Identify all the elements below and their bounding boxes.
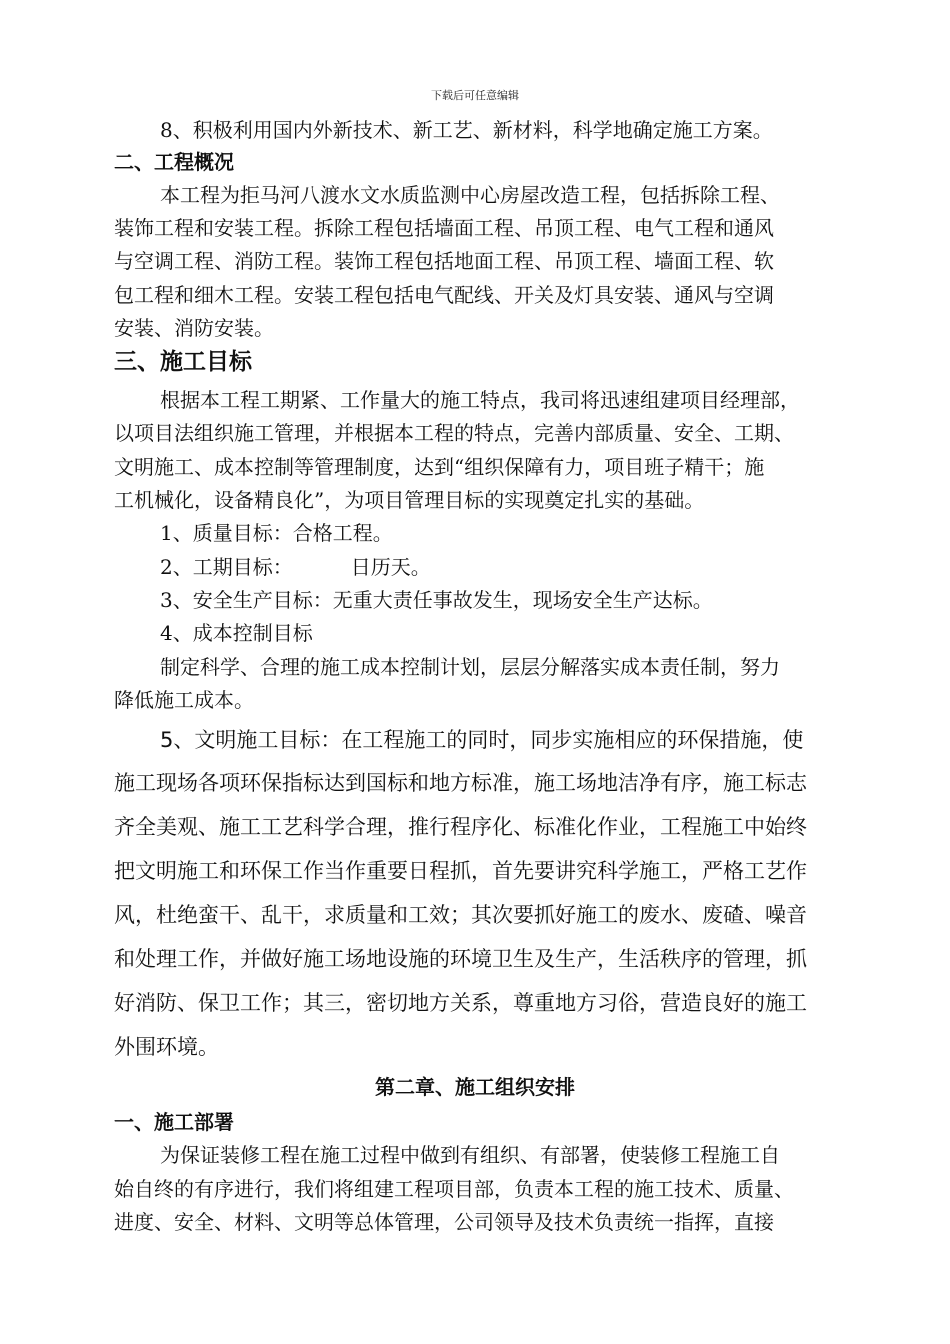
- section-3-line: 工机械化，设备精良化”，为项目管理目标的实现奠定扎实的基础。: [114, 488, 705, 512]
- goal-5-line: 齐全美观、施工工艺科学合理，推行程序化、标准化作业，工程施工中始终: [114, 815, 807, 839]
- goal-5-line: 5、文明施工目标：在工程施工的同时，同步实施相应的环保措施，使: [160, 728, 804, 752]
- page-header: 下载后可任意编辑: [431, 89, 519, 102]
- goal-5-line: 好消防、保卫工作；其三，密切地方关系，尊重地方习俗，营造良好的施工: [114, 991, 807, 1015]
- goal-5-line: 风，杜绝蛮干、乱干，求质量和工效；其次要抓好施工的废水、废碴、噪音: [114, 903, 807, 927]
- section-2-line: 与空调工程、消防工程。装饰工程包括地面工程、吊顶工程、墙面工程、软: [114, 249, 774, 273]
- deploy-line: 进度、安全、材料、文明等总体管理，公司领导及技术负责统一指挥，直接: [114, 1210, 774, 1234]
- section-2-line: 本工程为拒马河八渡水文水质监测中心房屋改造工程，包括拆除工程、: [160, 183, 780, 207]
- deploy-line: 为保证装修工程在施工过程中做到有组织、有部署，使装修工程施工自: [160, 1143, 780, 1167]
- section-2-line: 装饰工程和安装工程。拆除工程包括墙面工程、吊顶工程、电气工程和通风: [114, 216, 774, 240]
- goal-2: [160, 555, 431, 579]
- chapter-2-title: 第二章、施工组织安排: [375, 1075, 575, 1099]
- goal-3: 3、安全生产目标：无重大责任事故发生，现场安全生产达标。: [160, 588, 713, 612]
- section-2-line: 包工程和细木工程。安装工程包括电气配线、开关及灯具安装、通风与空调: [114, 283, 774, 307]
- goal-4-line: 制定科学、合理的施工成本控制计划，层层分解落实成本责任制，努力: [160, 655, 780, 679]
- section-2-title: 二、工程概况: [114, 150, 234, 174]
- goal-4-line: 降低施工成本。: [114, 688, 254, 712]
- goal-4: 4、成本控制目标: [160, 621, 313, 645]
- goal-2-value: 日历天。: [350, 555, 431, 579]
- goal-1: 1、质量目标：合格工程。: [160, 521, 393, 545]
- section-2-line: 安装、消防安装。: [114, 316, 274, 340]
- goal-5-line: 施工现场各项环保指标达到国标和地方标准，施工场地洁净有序，施工标志: [114, 771, 807, 795]
- section-3-line: 以项目法组织施工管理，并根据本工程的特点，完善内部质量、安全、工期、: [114, 421, 794, 445]
- section-3-title: 三、施工目标: [114, 349, 252, 375]
- goal-2-label: 2、工期目标：: [160, 555, 293, 579]
- section-3-line: 文明施工、成本控制等管理制度，达到“组织保障有力，项目班子精干；施: [114, 455, 765, 479]
- deploy-title: 一、施工部署: [114, 1110, 234, 1134]
- goal-5-line: 和处理工作，并做好施工场地设施的环境卫生及生产，生活秩序的管理，抓: [114, 947, 807, 971]
- section-3-line: 根据本工程工期紧、工作量大的施工特点，我司将迅速组建项目经理部，: [160, 388, 800, 412]
- goal-5-line: 把文明施工和环保工作当作重要日程抓，首先要讲究科学施工，严格工艺作: [114, 859, 807, 883]
- item-8: 8、积极利用国内外新技术、新工艺、新材料，科学地确定施工方案。: [160, 118, 773, 142]
- goal-5-line: 外围环境。: [114, 1035, 219, 1059]
- deploy-line: 始自终的有序进行，我们将组建工程项目部，负责本工程的施工技术、质量、: [114, 1177, 794, 1201]
